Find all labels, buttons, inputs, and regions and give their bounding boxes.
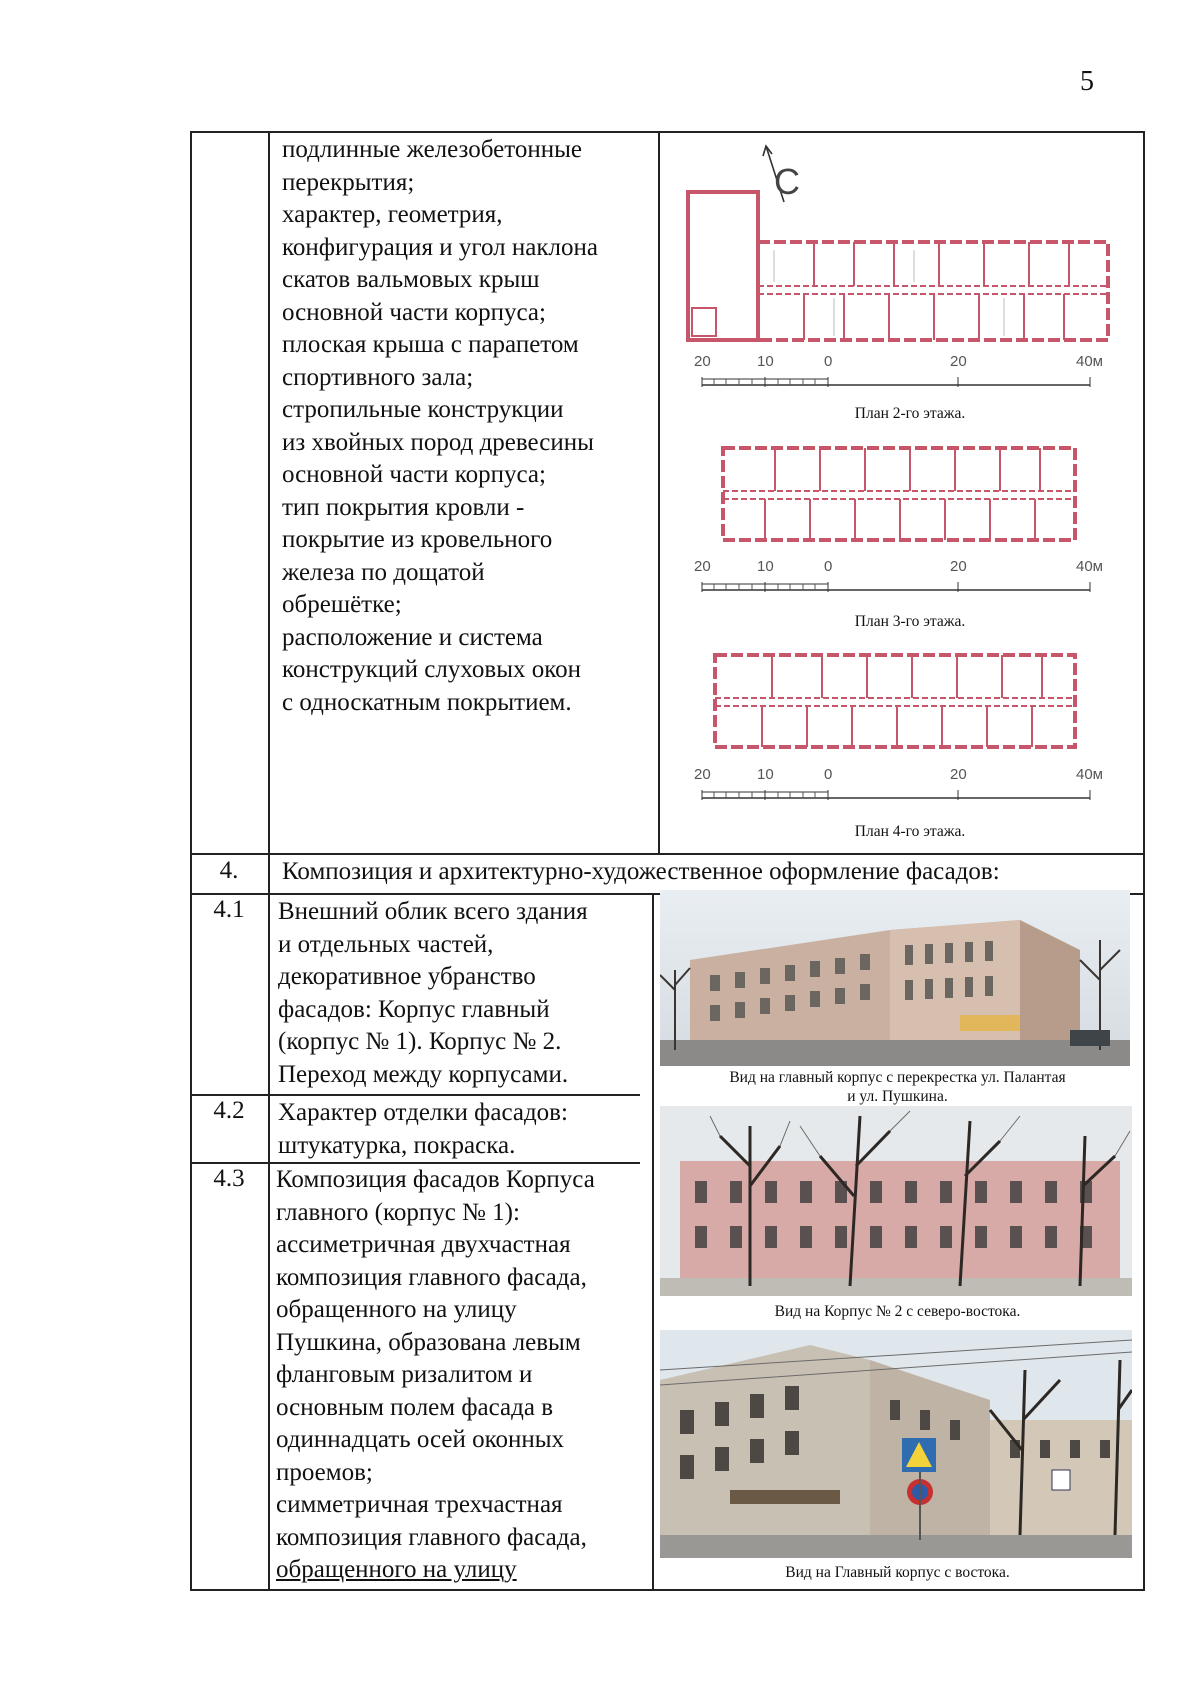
text-line: проемов; (276, 1458, 373, 1486)
text-line: симметричная трехчастная (276, 1491, 563, 1518)
text-line: декоративное убранство (278, 963, 536, 990)
text-line: Переход между корпусами. (278, 1060, 569, 1088)
text-line: спортивного зала; (282, 363, 474, 391)
photo-main-building-crossroads (660, 890, 1130, 1066)
scale-label: 20 (950, 558, 967, 575)
text-line: Внешний облик всего здания (278, 898, 588, 925)
text-line: штукатурка, покраска. (278, 1131, 516, 1159)
text-line: перекрытия; (282, 168, 415, 196)
scale-label: 10 (757, 353, 774, 370)
text-line: расположение и система (282, 623, 543, 651)
scale-label: 20 (694, 766, 711, 783)
page-number: 5 (1080, 66, 1094, 97)
north-label: С (774, 161, 800, 202)
text-line: из хвойных пород древесины (282, 428, 594, 456)
text-line: с односкатным покрытием. (282, 688, 572, 716)
text-line: Пушкина, образована левым (276, 1328, 581, 1356)
scale-label: 0 (824, 353, 833, 370)
text-line: и отдельных частей, (278, 930, 494, 958)
text-line: фланговым ризалитом и (276, 1361, 533, 1388)
scale-label: 20 (950, 766, 967, 783)
photo-caption: Вид на Главный корпус с востока. (785, 1564, 1010, 1581)
photo-caption-line: и ул. Пушкина. (847, 1088, 948, 1105)
text-line: подлинные железобетонные (282, 136, 583, 163)
text-line: тип покрытия кровли - (282, 493, 525, 521)
plan-caption: План 4-го этажа. (854, 823, 966, 840)
col-divider (652, 893, 654, 1591)
text-line: железа по дощатой (282, 558, 485, 586)
text-line: Композиция фасадов Корпуса (276, 1166, 595, 1193)
text-line: (корпус № 1). Корпус № 2. (278, 1028, 562, 1055)
row-number: 4.3 (213, 1165, 245, 1192)
text-line: одиннадцать осей оконных (276, 1426, 565, 1453)
col-divider (658, 131, 660, 855)
text-line: конструкций слуховых окон (282, 656, 582, 683)
table-border-top (190, 131, 1145, 133)
text-line: главного (корпус № 1): (276, 1198, 520, 1226)
row-number: 4. (219, 857, 239, 884)
text-line: обрешётке; (282, 591, 402, 618)
section-title: Композиция и архитектурно-художественное оформление фасадов: (282, 858, 1000, 885)
plan-2-drawing (684, 190, 1114, 345)
text-line: композиция главного фасада, (276, 1523, 587, 1551)
photo-caption (660, 1068, 1135, 1106)
text-line: конфигурация и угол наклона (282, 233, 598, 261)
text-line: Характер отделки фасадов: (278, 1099, 568, 1126)
plan-caption: План 2-го этажа. (854, 405, 966, 422)
scale-label: 10 (757, 766, 774, 783)
text-line: плоская крыша с парапетом (282, 331, 579, 358)
text-line: основной части корпуса; (282, 298, 546, 326)
table-border-right (1143, 131, 1145, 1591)
photo-building-2-northeast (660, 1106, 1132, 1296)
row-divider (190, 853, 1145, 855)
photo-caption-line: Вид на главный корпус с перекрестка ул. Палантая (729, 1069, 1066, 1086)
text-line: основной части корпуса; (282, 461, 546, 488)
col-divider (268, 131, 270, 1591)
text-line: фасадов: Корпус главный (278, 995, 550, 1023)
text-line: обращенного на улицу (276, 1296, 517, 1323)
scale-label: 40м (1076, 766, 1103, 783)
text-line: ассиметричная двухчастная (276, 1231, 571, 1258)
table-border-left (190, 131, 192, 1591)
scale-label: 10 (757, 558, 774, 575)
row-number: 4.1 (213, 896, 245, 923)
scale-label: 20 (950, 353, 967, 370)
scale-label: 20 (694, 353, 711, 370)
text-line: основным полем фасада в (276, 1393, 554, 1421)
table-border-bottom (190, 1589, 1145, 1591)
scale-label: 40м (1076, 353, 1103, 370)
text-line: характер, геометрия, (282, 201, 503, 228)
plan-3-drawing (720, 445, 1080, 545)
text-line: композиция главного фасада, (276, 1263, 587, 1291)
text-line: покрытие из кровельного (282, 526, 553, 553)
text-line: стропильные конструкции (282, 396, 564, 423)
text-line: скатов вальмовых крыш (282, 266, 540, 293)
scale-label: 0 (824, 766, 833, 783)
plan-caption: План 3-го этажа. (854, 613, 966, 630)
row-divider (190, 1094, 640, 1096)
text-line: обращенного на улицу (276, 1556, 517, 1583)
scale-label: 20 (694, 558, 711, 575)
scale-label: 0 (824, 558, 833, 575)
row-number: 4.2 (213, 1097, 245, 1124)
photo-main-building-east (660, 1330, 1132, 1558)
plan-4-drawing (712, 652, 1080, 752)
scale-label: 40м (1076, 558, 1103, 575)
photo-caption: Вид на Корпус № 2 с северо-востока. (774, 1303, 1021, 1320)
